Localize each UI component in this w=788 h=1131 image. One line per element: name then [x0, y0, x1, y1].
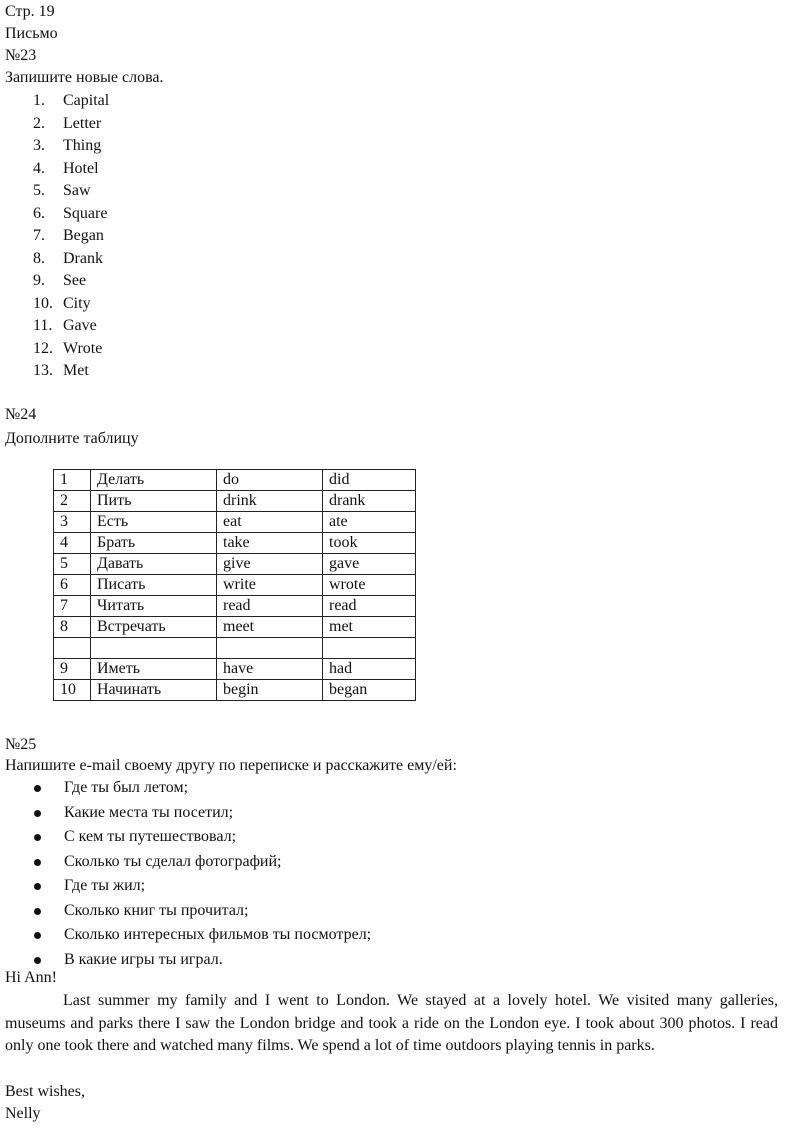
table-row: 1 Делать do did	[54, 470, 416, 491]
list-item: 6. Square	[33, 204, 108, 222]
list-item: 4. Hotel	[33, 159, 99, 177]
table-row: 3 Есть eat ate	[54, 512, 416, 533]
table-row: 10 Начинать begin began	[54, 680, 416, 701]
bullet-icon	[34, 785, 41, 792]
list-item: 10. City	[33, 294, 91, 312]
table-row: 2 Пить drink drank	[54, 491, 416, 512]
bullet-icon	[34, 957, 41, 964]
email-body: Last summer my family and I went to London. We stayed at a lovely hotel. We visited many galleries, museums and parks there I saw the London bridge and took a ride on the London eye. I took about 300 photos. I read only one took there and watched many films. We spend a lot of time outdoors playing tennis in parks.	[5, 992, 778, 1054]
email-closing: Best wishes,	[5, 1083, 85, 1100]
bullet-icon	[34, 883, 41, 890]
table-row: 8 Встречать meet met	[54, 617, 416, 638]
exercise-24-instruction: Дополните таблицу	[5, 430, 139, 447]
table-row	[54, 638, 416, 659]
list-item: 8. Drank	[33, 249, 103, 267]
exercise-24-number: №24	[5, 406, 37, 423]
table-row: 6 Писать write wrote	[54, 575, 416, 596]
verb-table	[53, 469, 416, 701]
table-row: 7 Читать read read	[54, 596, 416, 617]
list-item: 5. Saw	[33, 182, 91, 199]
exercise-23-instruction: Запишите новые слова.	[5, 69, 164, 86]
email-signature: Nelly	[5, 1105, 41, 1122]
table-row: 9 Иметь have had	[54, 659, 416, 680]
list-item: 1. Capital	[33, 92, 110, 109]
exercise-25-instruction: Напишите e-mail своему другу по переписке и расскажите ему/ей:	[5, 757, 457, 774]
page-number: Стр. 19	[5, 3, 55, 20]
list-item: 3. Thing	[33, 137, 102, 154]
table-row: 5 Давать give gave	[54, 554, 416, 575]
table-row: 4 Брать take took	[54, 533, 416, 554]
list-item: 12. Wrote	[33, 339, 103, 357]
list-item: 9. See	[33, 272, 87, 289]
exercise-25-number: №25	[5, 736, 37, 753]
bullet-icon	[34, 932, 41, 939]
section-title: Письмо	[5, 25, 58, 42]
list-item: 11. Gave	[33, 317, 97, 334]
exercise-23-number: №23	[5, 47, 37, 64]
email-greeting: Hi Ann!	[5, 969, 57, 986]
bullet-icon	[34, 810, 41, 817]
list-item: 2. Letter	[33, 114, 102, 132]
bullet-icon	[34, 859, 41, 866]
bullet-icon	[34, 834, 41, 841]
list-item: 13. Met	[33, 362, 89, 379]
list-item: 7. Began	[33, 227, 104, 244]
bullet-icon	[34, 908, 41, 915]
